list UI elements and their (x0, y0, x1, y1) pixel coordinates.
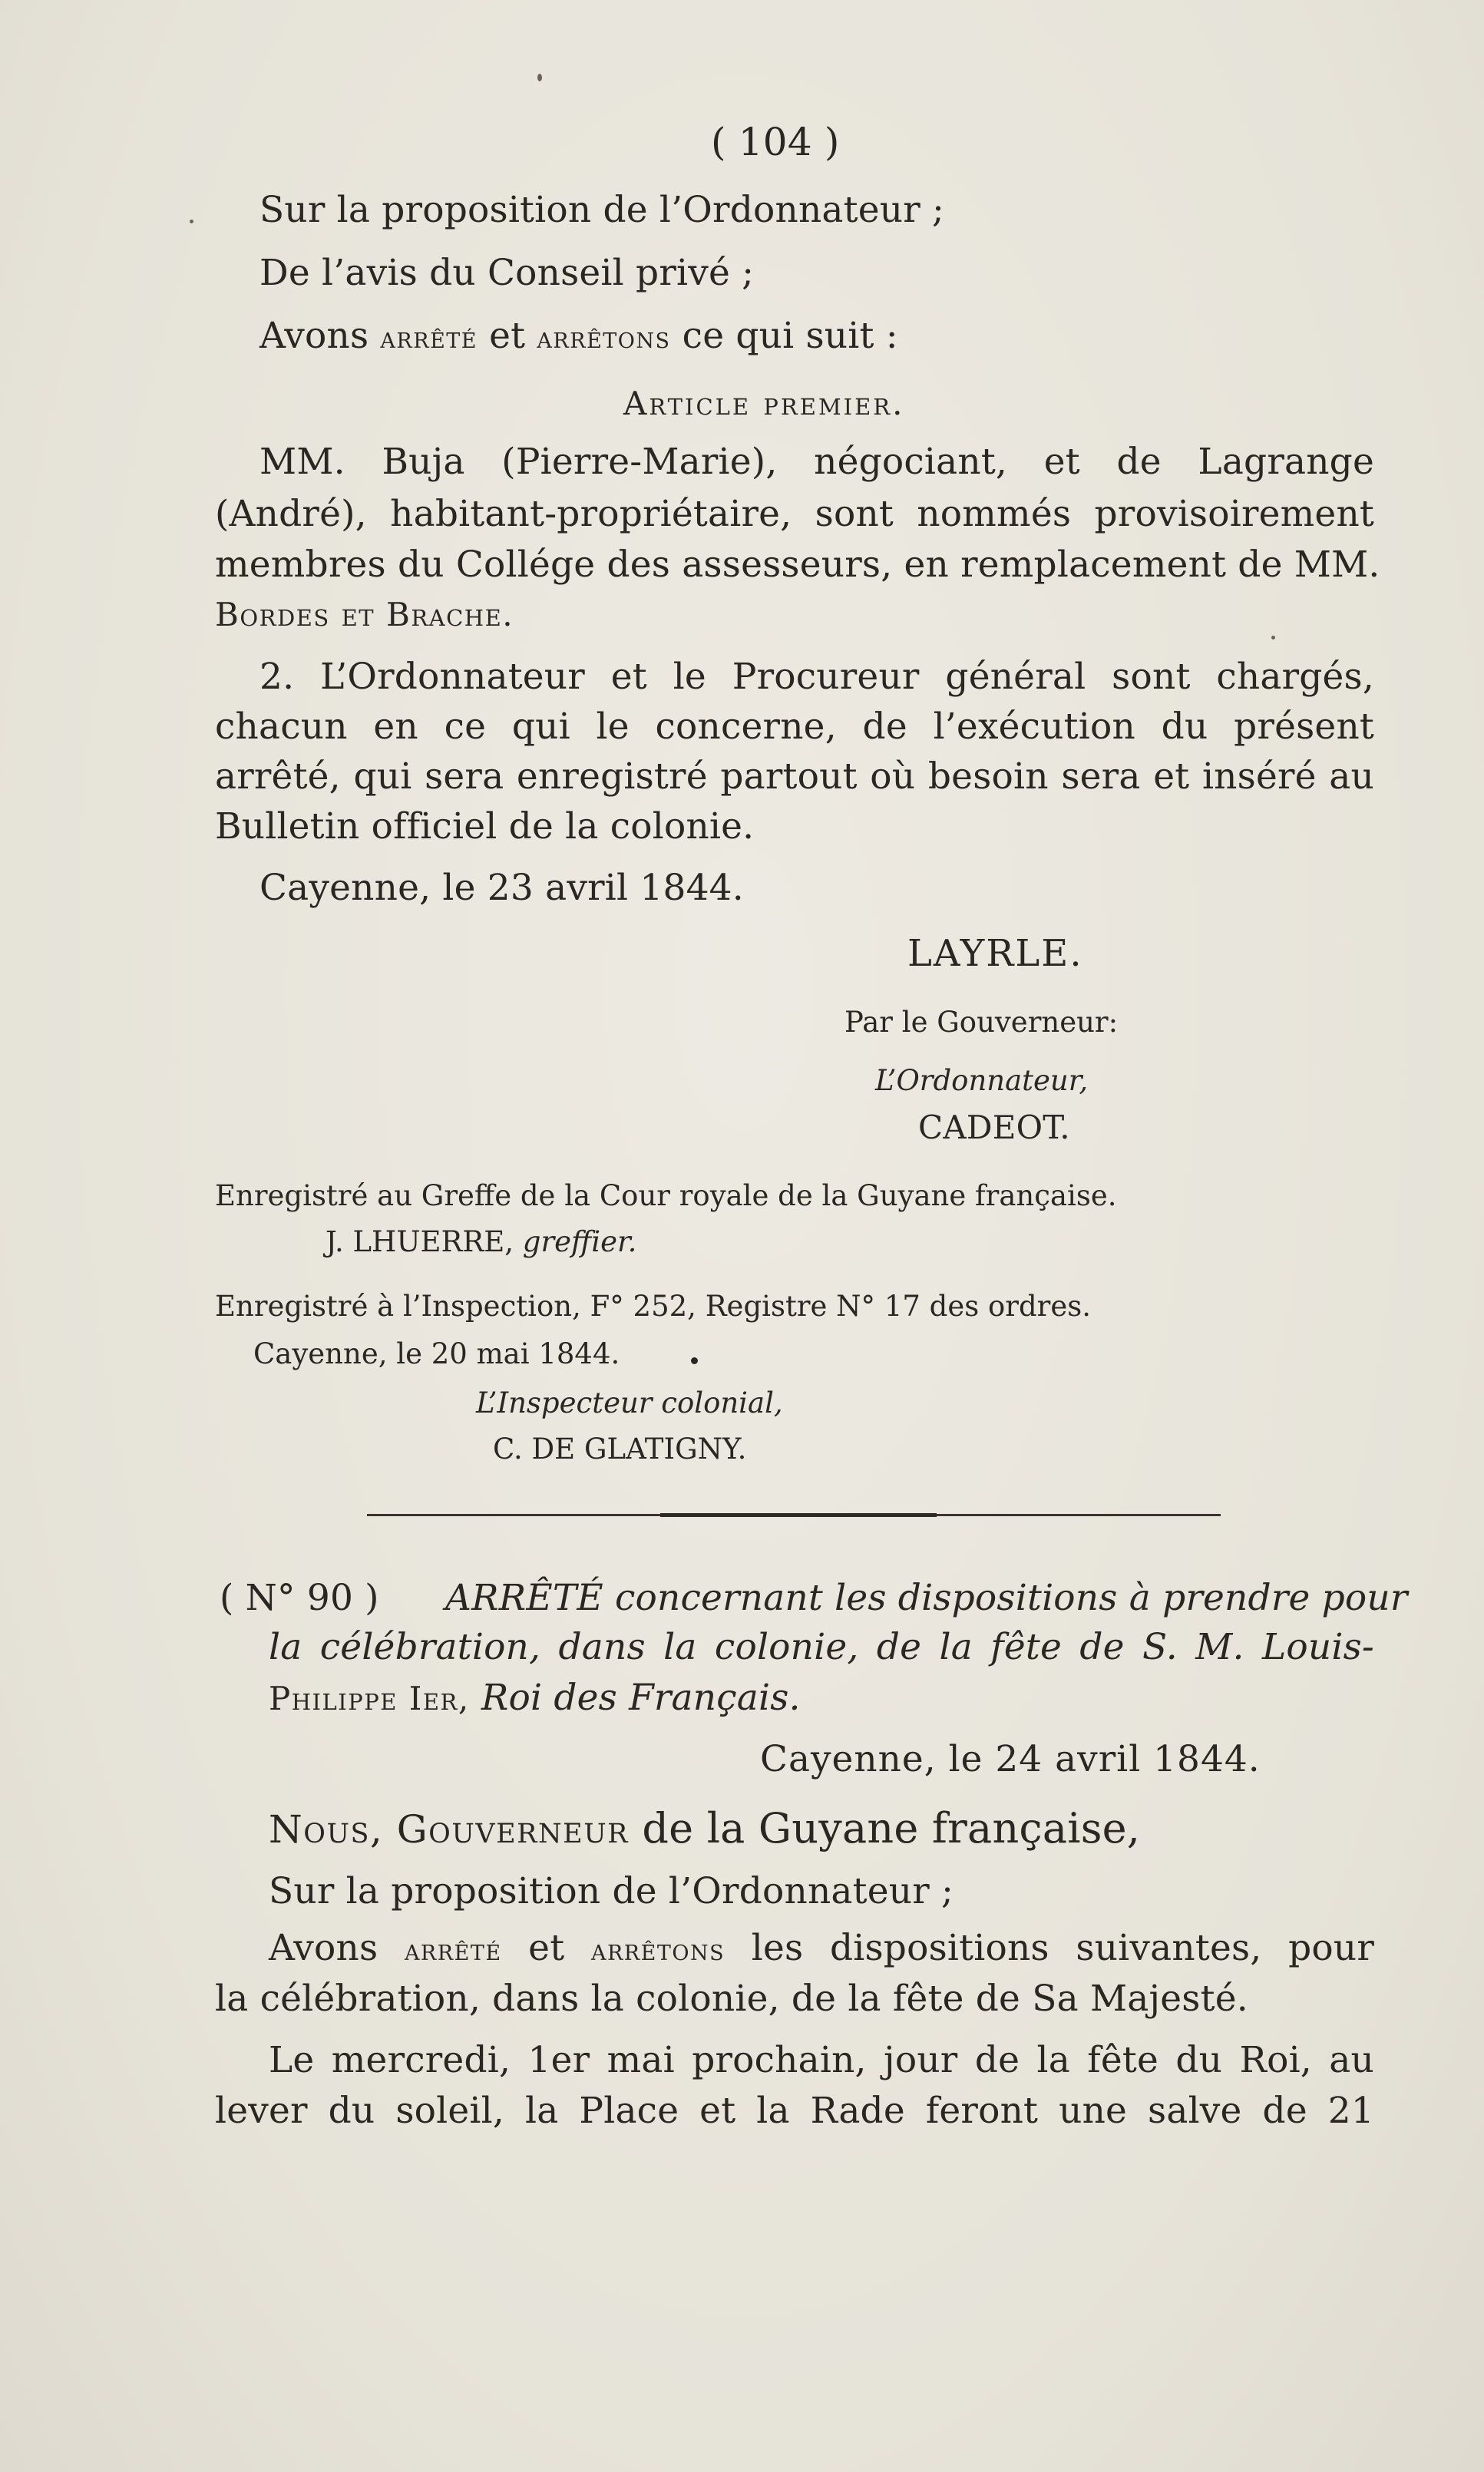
page-number: ( 104 ) (711, 120, 840, 164)
signature-title: L’Inspecteur colonial, (476, 1386, 783, 1419)
text-fragment: Nous, Gouverneur (269, 1807, 630, 1852)
text-line: (André), habitant-propriétaire, sont nommés provisoirement (215, 493, 1374, 535)
text-fragment: Avons (259, 315, 381, 357)
registration-line: Enregistré au Greffe de la Cour royale de la Guyane française. (215, 1179, 1117, 1212)
text-line: De l’avis du Conseil privé ; (259, 252, 755, 294)
text-line: chacun en ce qui le concerne, de l’exécution du présent (215, 706, 1374, 748)
text-fragment: arrêté (380, 321, 478, 355)
paper-speck (691, 1357, 698, 1364)
text-line: 2. L’Ordonnateur et le Procureur général sont chargés, (259, 656, 1374, 698)
text-fragment: Avons (269, 1927, 405, 1969)
signature-title: L’Ordonnateur, (875, 1064, 1089, 1097)
text-fragment: Philippe Ier, (269, 1680, 470, 1717)
text-fragment: arrêtons (537, 321, 671, 355)
paper-speck (537, 74, 542, 81)
paper-speck (190, 220, 193, 223)
text-line: arrêté, qui sera enregistré partout où besoin sera et inséré au (215, 755, 1374, 798)
text-line: Le mercredi, 1er mai prochain, jour de la fête du Roi, au (269, 2039, 1374, 2081)
text-line: Bulletin officiel de la colonie. (215, 805, 755, 848)
text-line (259, 315, 898, 357)
text-fragment: les dispositions suivantes, pour (725, 1927, 1374, 1969)
date-line: Cayenne, le 23 avril 1844. (259, 867, 744, 909)
signature-caption: Par le Gouverneur: (844, 1006, 1119, 1039)
text-line: Sur la proposition de l’Ordonnateur ; (269, 1870, 954, 1912)
text-line (269, 1804, 1141, 1852)
decree-title-line (269, 1677, 801, 1719)
signature-name: CADEOT. (918, 1109, 1070, 1146)
text-fragment: et (478, 315, 537, 357)
text-line (269, 1927, 1374, 1969)
text-line: Sur la proposition de l’Ordonnateur ; (259, 189, 945, 231)
text-line: lever du soleil, la Place et la Rade feront une salve de 21 (215, 2090, 1374, 2132)
text-fragment: J. LHUERRE, (326, 1225, 523, 1258)
decree-title-line: ARRÊTÉ concernant les dispositions à prendre pour (445, 1577, 1408, 1619)
text-fragment: arrêtons (590, 1933, 725, 1967)
text-line: Bordes et Brache. (215, 596, 514, 633)
text-line: membres du Collége des assesseurs, en remplacement de MM. (215, 544, 1380, 586)
text-fragment: greffier. (522, 1225, 637, 1258)
decree-title-line: la célébration, dans la colonie, de la fête de S. M. Louis- (269, 1626, 1374, 1668)
text-fragment: Roi des Français. (469, 1677, 801, 1719)
text-line: la célébration, dans la colonie, de la fête de Sa Majesté. (215, 1978, 1248, 2020)
section-divider-ornament (660, 1513, 937, 1517)
text-fragment: de la Guyane française, (629, 1804, 1141, 1852)
article-heading: Article premier. (623, 385, 905, 422)
registration-line: Enregistré à l’Inspection, F° 252, Registre N° 17 des ordres. (215, 1290, 1091, 1323)
paper-speck (1271, 636, 1275, 639)
decree-number: ( N° 90 ) (220, 1577, 379, 1619)
text-fragment: et (501, 1927, 591, 1969)
text-fragment: arrêté (404, 1933, 502, 1967)
signature: LAYRLE. (907, 932, 1083, 975)
signature-name: C. DE GLATIGNY. (493, 1433, 747, 1466)
text-fragment: ce qui suit : (670, 315, 898, 357)
date-line: Cayenne, le 24 avril 1844. (760, 1738, 1261, 1780)
registration-signature (326, 1225, 636, 1258)
registration-date: Cayenne, le 20 mai 1844. (253, 1337, 620, 1370)
text-line: MM. Buja (Pierre-Marie), négociant, et de Lagrange (259, 441, 1374, 483)
